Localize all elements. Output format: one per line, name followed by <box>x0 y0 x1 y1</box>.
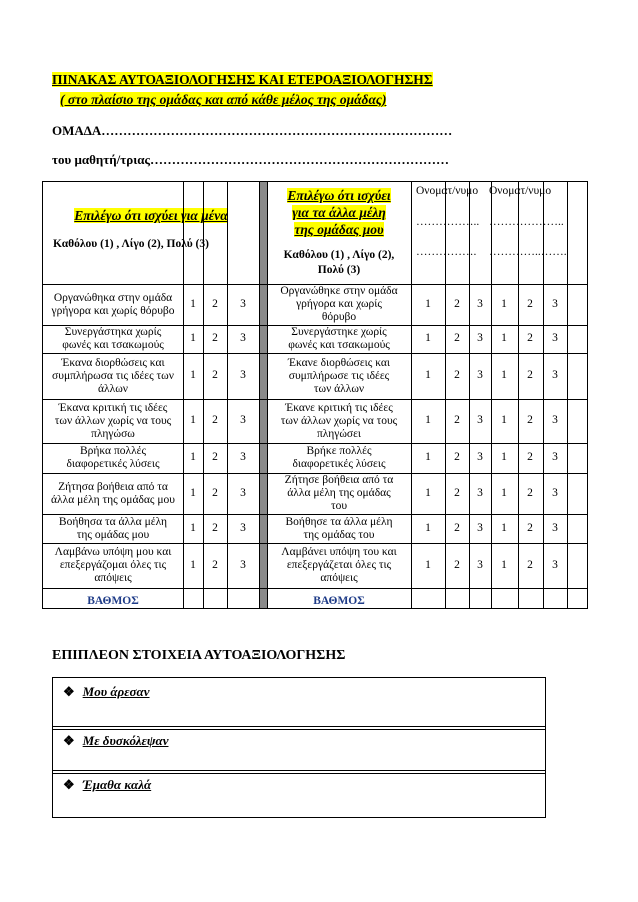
criterion-text-line: πληγώσει <box>316 427 362 440</box>
criterion-text-line: πληγώσω <box>91 427 135 440</box>
page-title: ΠΙΝΑΚΑΣ ΑΥΤΟΑΞΙΟΛΟΓΗΣΗΣ ΚΑΙ ΕΤΕΡΟΑΞΙΟΛΟΓΗΣΗΣ <box>52 72 433 87</box>
self-criterion <box>43 353 183 399</box>
self-criterion <box>43 284 183 325</box>
member-1-rating-2[interactable]: 2 <box>454 486 460 499</box>
member-1-rating-2[interactable]: 2 <box>454 521 460 534</box>
criterion-text-line: φωνές και τσακωμούς <box>62 339 164 351</box>
self-rating-3[interactable]: 3 <box>240 332 246 344</box>
criterion-text-line: Οργανώθηκα στην ομάδα <box>53 291 173 304</box>
criterion-text-line: Συνεργάστηκα χωρίς <box>64 326 162 338</box>
diamond-bullet-icon: ❖ <box>63 684 75 699</box>
self-rating-3[interactable]: 3 <box>240 414 246 426</box>
self-rating-3[interactable]: 3 <box>240 369 246 381</box>
table-column-line <box>469 182 470 608</box>
table-row-line <box>43 353 587 354</box>
group-line: ΟΜΑΔΑ……………………………………………………………………… <box>52 123 453 138</box>
learned-well-box[interactable]: ❖ Έμαθα καλά <box>52 770 546 818</box>
member-2-rating-1[interactable]: 1 <box>501 486 507 499</box>
member-1-rating-2[interactable]: 2 <box>454 451 460 463</box>
member-1-rating-3[interactable]: 3 <box>477 414 483 426</box>
evaluation-table <box>42 181 588 609</box>
self-criterion <box>43 325 183 353</box>
criterion-text-line: των άλλων <box>313 382 365 395</box>
table-column-line <box>227 182 228 608</box>
criterion-text-line: διαφορετικές λύσεις <box>66 458 160 470</box>
others-header: Επιλέγω ότι ισχύει για τα άλλα μέλη της ομάδας μου <box>287 188 391 237</box>
self-criterion <box>43 473 183 514</box>
member-2-rating-3[interactable]: 3 <box>552 451 558 463</box>
criterion-text-line: της ομάδας του <box>303 528 375 541</box>
self-header: Επιλέγω ότι ισχύει για μένα <box>74 208 228 223</box>
member-2-rating-3[interactable]: 3 <box>552 486 558 499</box>
criterion-text-line: άλλα μέλη της ομάδας μου <box>51 493 175 506</box>
member-1-rating-3[interactable]: 3 <box>477 486 483 499</box>
criterion-text-line: του <box>330 500 348 512</box>
self-rating-2[interactable]: 2 <box>212 521 218 534</box>
member-1-rating-1[interactable]: 1 <box>425 521 431 534</box>
table-row-line <box>43 588 587 589</box>
diamond-bullet-icon: ❖ <box>63 777 75 792</box>
criterion-text-line: διαφορετικές λύσεις <box>292 458 386 470</box>
self-rating-2[interactable]: 2 <box>212 451 218 463</box>
self-criterion <box>43 514 183 543</box>
criterion-text-line: γρήγορα και χωρίς <box>296 298 382 310</box>
criterion-text-line: Οργανώθηκε στην ομάδα <box>280 285 398 297</box>
member-1-name-field-2[interactable]: ……………. <box>416 246 477 258</box>
criterion-text-line: Ζήτησε βοήθεια από τα <box>284 474 394 486</box>
criterion-text-line: Λαμβάνει υπόψη του και <box>281 546 397 558</box>
criterion-text-line: επεξεργάζομαι όλες τις <box>59 559 167 571</box>
member-2-rating-1[interactable]: 1 <box>501 369 507 381</box>
member-1-rating-1[interactable]: 1 <box>425 558 431 571</box>
table-column-line <box>518 182 519 608</box>
member-1-rating-2[interactable]: 2 <box>454 414 460 426</box>
member-2-rating-2[interactable]: 2 <box>527 451 533 463</box>
others-criterion <box>267 514 411 543</box>
extra-section-title: ΕΠΙΠΛΕΟΝ ΣΤΟΙΧΕΙΑ ΑΥΤΟΑΞΙΟΛΟΓΗΣΗΣ <box>52 648 346 663</box>
self-rating-3[interactable]: 3 <box>240 297 246 310</box>
table-row-line <box>43 473 587 474</box>
others-criterion <box>267 473 411 514</box>
member-1-rating-3[interactable]: 3 <box>477 451 483 463</box>
self-rating-1[interactable]: 1 <box>190 558 196 571</box>
criterion-text-line: γρήγορα και χωρίς θόρυβο <box>51 304 175 317</box>
self-rating-1[interactable]: 1 <box>190 297 196 310</box>
table-column-line <box>491 182 492 608</box>
member-2-rating-2[interactable]: 2 <box>527 369 533 381</box>
criterion-text-line: Ζήτησα βοήθεια από τα <box>58 480 168 493</box>
criterion-text-line: συμπλήρωσα τις ιδέες των <box>52 369 174 382</box>
table-column-line <box>567 182 568 608</box>
member-2-rating-3[interactable]: 3 <box>552 414 558 426</box>
self-rating-2[interactable]: 2 <box>212 414 218 426</box>
others-criterion <box>267 353 411 399</box>
others-criterion <box>267 284 411 325</box>
member-2-rating-1[interactable]: 1 <box>501 332 507 344</box>
student-line: του μαθητή/τριας…………………………………………………………… <box>52 152 449 167</box>
table-column-line <box>411 182 412 608</box>
self-rating-3[interactable]: 3 <box>240 451 246 463</box>
member-2-rating-2[interactable]: 2 <box>527 332 533 344</box>
table-row-line <box>43 443 587 444</box>
member-1-rating-1[interactable]: 1 <box>425 332 431 344</box>
member-2-rating-2[interactable]: 2 <box>527 558 533 571</box>
table-row-line <box>43 325 587 326</box>
member-2-rating-3[interactable]: 3 <box>552 297 558 310</box>
criterion-text-line: Έκανα διορθώσεις και <box>61 356 165 369</box>
self-rating-3[interactable]: 3 <box>240 521 246 534</box>
self-rating-1[interactable]: 1 <box>190 369 196 381</box>
self-criterion <box>43 399 183 443</box>
self-rating-2[interactable]: 2 <box>212 369 218 381</box>
self-rating-3[interactable]: 3 <box>240 486 246 499</box>
member-2-rating-3[interactable]: 3 <box>552 521 558 534</box>
criterion-text-line: Βρήκα πολλές <box>79 445 147 457</box>
table-row-line <box>43 399 587 400</box>
separator-column <box>259 182 267 608</box>
member-2-rating-1[interactable]: 1 <box>501 414 507 426</box>
self-rating-1[interactable]: 1 <box>190 451 196 463</box>
others-criterion <box>267 325 411 353</box>
others-criterion <box>267 543 411 588</box>
criterion-text-line: Συνεργάστηκε χωρίς <box>291 326 387 338</box>
self-rating-2[interactable]: 2 <box>212 486 218 499</box>
member-2-rating-2[interactable]: 2 <box>527 297 533 310</box>
criterion-text-line: απόψεις <box>320 572 358 584</box>
criterion-text-line: Βοήθησα τα άλλα μέλη <box>58 515 168 528</box>
self-rating-2[interactable]: 2 <box>212 297 218 310</box>
member-1-rating-1[interactable]: 1 <box>425 297 431 310</box>
member-1-rating-2[interactable]: 2 <box>454 369 460 381</box>
member-2-rating-1[interactable]: 1 <box>501 521 507 534</box>
member-1-rating-1[interactable]: 1 <box>425 414 431 426</box>
member-1-rating-1[interactable]: 1 <box>425 486 431 499</box>
member-1-name-field[interactable]: …………….. <box>416 216 480 228</box>
table-column-line <box>267 182 268 608</box>
table-column-line <box>543 182 544 608</box>
table-column-line <box>445 182 446 608</box>
member-2-rating-3[interactable]: 3 <box>552 369 558 381</box>
self-rating-2[interactable]: 2 <box>212 558 218 571</box>
self-rating-2[interactable]: 2 <box>212 332 218 344</box>
criterion-text-line: απόψεις <box>94 572 132 584</box>
criterion-text-line: επεξεργάζεται όλες τις <box>286 559 392 571</box>
member-1-rating-3[interactable]: 3 <box>477 369 483 381</box>
self-grade-label: ΒΑΘΜΟΣ <box>87 595 139 607</box>
self-rating-1[interactable]: 1 <box>190 414 196 426</box>
table-column-line <box>259 182 260 608</box>
criterion-text-line: συμπλήρωσε τις ιδέες <box>288 369 390 382</box>
criterion-text-line: Βρήκε πολλές <box>306 445 372 457</box>
self-criterion <box>43 443 183 473</box>
table-column-line <box>183 182 184 608</box>
member-2-name-field[interactable]: ……………….. <box>489 216 564 228</box>
member-2-rating-1[interactable]: 1 <box>501 451 507 463</box>
criterion-text-line: φωνές και τσακωμούς <box>288 339 390 351</box>
self-rating-1[interactable]: 1 <box>190 486 196 499</box>
others-scale: Καθόλου (1) , Λίγο (2), Πολύ (3) <box>283 249 395 276</box>
criterion-text-line: Λαμβάνω υπόψη μου και <box>54 546 172 558</box>
self-rating-1[interactable]: 1 <box>190 332 196 344</box>
criterion-text-line: θόρυβο <box>321 311 357 323</box>
table-column-line <box>203 182 204 608</box>
member-1-rating-2[interactable]: 2 <box>454 297 460 310</box>
criterion-text-line: Βοήθησε τα άλλα μέλη <box>285 515 393 528</box>
page-subtitle: ( στο πλαίσιο της ομάδας και από κάθε μέλος της ομάδας) <box>60 92 387 107</box>
member-1-rating-2[interactable]: 2 <box>454 332 460 344</box>
criterion-text-line: άλλα μέλη της ομάδας <box>287 487 391 499</box>
table-row-line <box>43 284 587 285</box>
criterion-text-line: των άλλων χωρίς να τους <box>280 414 398 427</box>
difficulties-box[interactable]: ❖ Με δυσκόλεψαν <box>52 726 546 774</box>
member-1-rating-1[interactable]: 1 <box>425 369 431 381</box>
table-row-line <box>43 543 587 544</box>
member-2-name-label: Ονοματ/νυμο <box>489 185 552 197</box>
member-1-rating-3[interactable]: 3 <box>477 521 483 534</box>
member-2-name-field-2[interactable]: …………..……. <box>489 246 567 258</box>
self-rating-3[interactable]: 3 <box>240 558 246 571</box>
member-2-rating-2[interactable]: 2 <box>527 414 533 426</box>
liked-box[interactable]: ❖ Μου άρεσαν <box>52 677 546 730</box>
member-1-rating-2[interactable]: 2 <box>454 558 460 571</box>
member-2-rating-2[interactable]: 2 <box>527 486 533 499</box>
others-criterion <box>267 399 411 443</box>
self-criterion <box>43 543 183 588</box>
member-1-name-label: Ονοματ/νυμο <box>416 185 479 197</box>
table-row-line <box>43 514 587 515</box>
criterion-text-line: Έκανα κριτική τις ιδέες <box>58 401 168 414</box>
member-2-rating-3[interactable]: 3 <box>552 332 558 344</box>
criterion-text-line: άλλων <box>98 382 128 395</box>
member-1-rating-3[interactable]: 3 <box>477 332 483 344</box>
self-rating-1[interactable]: 1 <box>190 521 196 534</box>
member-2-rating-1[interactable]: 1 <box>501 558 507 571</box>
diamond-bullet-icon: ❖ <box>63 733 75 748</box>
member-2-rating-2[interactable]: 2 <box>527 521 533 534</box>
self-scale: Καθόλου (1) , Λίγο (2), Πολύ (3) <box>53 238 209 250</box>
criterion-text-line: των άλλων χωρίς να τους <box>54 414 172 427</box>
criterion-text-line: Έκανε διορθώσεις και <box>287 356 391 369</box>
criterion-text-line: της ομάδας μου <box>76 528 150 541</box>
member-2-rating-1[interactable]: 1 <box>501 297 507 310</box>
member-2-rating-3[interactable]: 3 <box>552 558 558 571</box>
member-1-rating-1[interactable]: 1 <box>425 451 431 463</box>
member-1-rating-3[interactable]: 3 <box>477 297 483 310</box>
others-criterion <box>267 443 411 473</box>
others-grade-label: ΒΑΘΜΟΣ <box>313 595 365 607</box>
criterion-text-line: Έκανε κριτική τις ιδέες <box>285 401 393 414</box>
member-1-rating-3[interactable]: 3 <box>477 558 483 571</box>
